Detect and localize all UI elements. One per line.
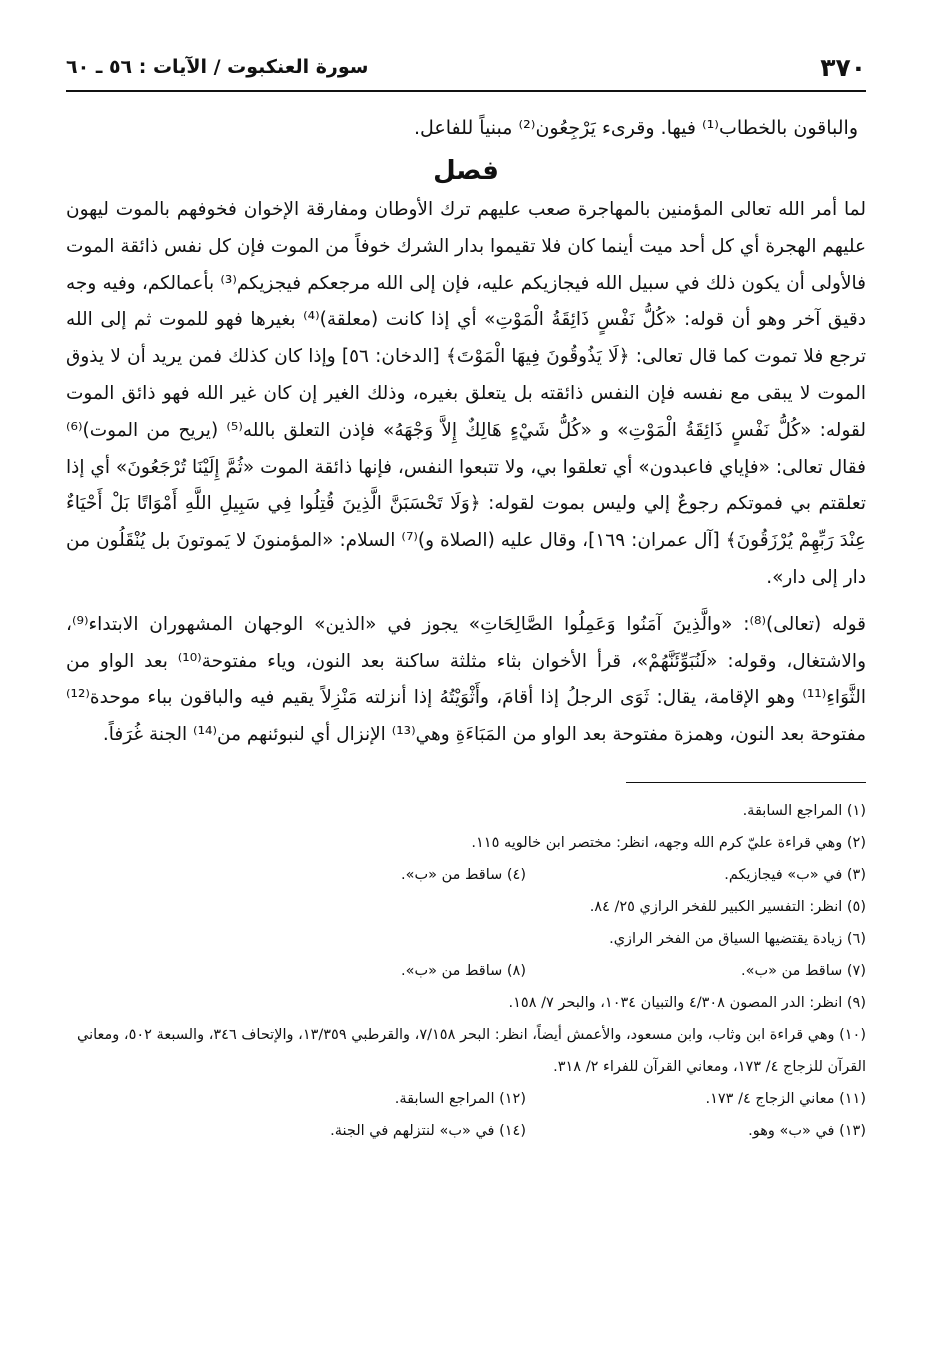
footnote-row [66,1115,866,1147]
footnote-11: (١١) معاني الزجاج ٤/ ١٧٣. [705,1090,866,1107]
footnote-7: (٧) ساقط من «ب». [740,962,866,979]
body-paragraph-2: قوله (تعالى)⁽⁸⁾: «والَّذِينَ آمَنُوا وَعَمِلُوا الصَّالِحَاتِ» يجوز في «الذين» الوجهان المشهوران الابتداء⁽⁹⁾، والاشتغال، وقوله: «لَنُبَوِّئَنَّهُمْ»، قرأ الأخوان بثاء مثلثة ساكنة بعد النون، وياء مفتوحة⁽¹⁰⁾ بعد الواو من الثَّوَاءِ⁽¹¹⁾ وهو الإقامة، يقال: ثَوَى الرجلُ إذا أقامَ، وأَثْوَيْتُهُ إذا أنزلته مَنْزِلاً يقيم فيه والباقون بباء موحدة⁽¹²⁾ مفتوحة بعد النون، وهمزة مفتوحة بعد الواو من المَبَاءَةِ وهي⁽¹³⁾ الإنزال أي لنبوئنهم من⁽¹⁴⁾ الجنة غُرَفاً. [66,613,866,746]
footnote-10: (١٠) وهي قراءة ابن وثاب، وابن مسعود، والأعمش أيضاً، انظر: البحر ٧/١٥٨، والقرطبي ١٣/٣٥٩، والإتحاف ٣٤٦، والسبعة ٥٠٢، ومعاني القرآن للزجاج ٤/ ١٧٣، ومعاني القرآن للفراء ٢/ ٣١٨. [76,1026,866,1075]
footnote-row [66,1083,866,1115]
footnote-row [66,859,866,891]
page-number: ٣٧٠ [820,52,866,82]
body-paragraph-1: لما أمر الله تعالى المؤمنين بالمهاجرة صعب عليهم ترك الأوطان ومفارقة الإخوان فخوفهم بالموت ليهون عليهم الهجرة أي كل أحد ميت أينما كان فلا تقيموا بدار الشرك خوفاً من الموت فإن كل نفس ذائقة الموت فالأولى أن يكون ذلك في سبيل الله فيجازيكم عليه، فإن إلى الله مرجعكم فيجزيكم⁽³⁾ بأعمالكم، وفيه وجه دقيق آخر وهو أن قوله: «كُلُّ نَفْسٍ ذَائِقَةُ الْمَوْتِ» أي إذا كانت (معلقة)⁽⁴⁾ بغيرها فهو للموت ثم إلى الله ترجع فلا تموت كما قال تعالى: ﴿لَا يَذُوقُونَ فِيهَا الْمَوْتَ﴾ [الدخان: ٥٦] وإذا كان كذلك فمن يريد أن لا يذوق الموت لا يبقى مع نفسه فإن النفس ذائقته بل يتعلق بغيره، وذلك الغير إن كان غير الله فهو ذائق الموت لقوله: «كُلُّ نَفْسٍ ذَائِقَةُ الْمَوْتِ» و «كُلُّ شَيْءٍ هَالِكٌ إِلاَّ وَجْهَهُ» فإذن التعلق بالله⁽⁵⁾ (يريح من الموت)⁽⁶⁾ فقال تعالى: «فإياي فاعبدون» أي تعلقوا بي، ولا تتبعوا النفس، فإنها ذائقة الموت «ثُمَّ إِلَيْنَا تُرْجَعُونَ» أي إذا تعلقتم بي فموتكم رجوعٌ إلي وليس بموت لقوله: ﴿وَلَا تَحْسَبَنَّ الَّذِينَ قُتِلُوا فِي سَبِيلِ اللَّهِ أَمْوَاتًا بَلْ أَحْيَاءٌ عِنْدَ رَبِّهِمْ يُرْزَقُونَ﴾ [آل عمران: ١٦٩]، وقال عليه (الصلاة و)⁽⁷⁾ السلام: «المؤمنونَ لا يَموتونَ بل يُنْقَلُون من دار إلى دار». [66,199,867,588]
intro-line: والباقون بالخطاب⁽¹⁾ فيها. وقرىء يَرْجِعُون⁽²⁾ مبنياً للفاعل. [414,117,858,139]
footnote-2: (٢) وهي قراءة عليّ كرم الله وجهه، انظر: مختصر ابن خالويه ١١٥. [471,834,866,851]
book-page [66,44,866,1147]
footnote-12: (١٢) المراجع السابقة. [394,1090,526,1107]
footnote-1: (١) المراجع السابقة. [742,802,866,819]
footnote-3: (٣) في «ب» فيجازيكم. [724,866,866,883]
page-header [66,44,866,92]
section-title: فصل [433,156,499,186]
footnote-6: (٦) زيادة يقتضيها السياق من الفخر الرازي. [609,930,866,947]
footnote-8: (٨) ساقط من «ب». [400,962,526,979]
footnote-4: (٤) ساقط من «ب». [400,866,526,883]
footnote-14: (١٤) في «ب» لنتزلهم في الجنة. [330,1122,526,1139]
footnotes [66,795,866,1147]
footnote-5: (٥) انظر: التفسير الكبير للفخر الرازي ٢٥/ ٨٤. [589,898,866,915]
footnote-13: (١٣) في «ب» وهو. [748,1122,866,1139]
footnote-9: (٩) انظر: الدر المصون ٤/٣٠٨ والتبيان ١٠٣٤، والبحر ٧/ ١٥٨. [508,994,866,1011]
footnote-row [66,955,866,987]
footnote-divider [626,782,866,783]
running-title: سورة العنكبوت / الآيات : ٥٦ ـ ٦٠ [66,56,369,78]
